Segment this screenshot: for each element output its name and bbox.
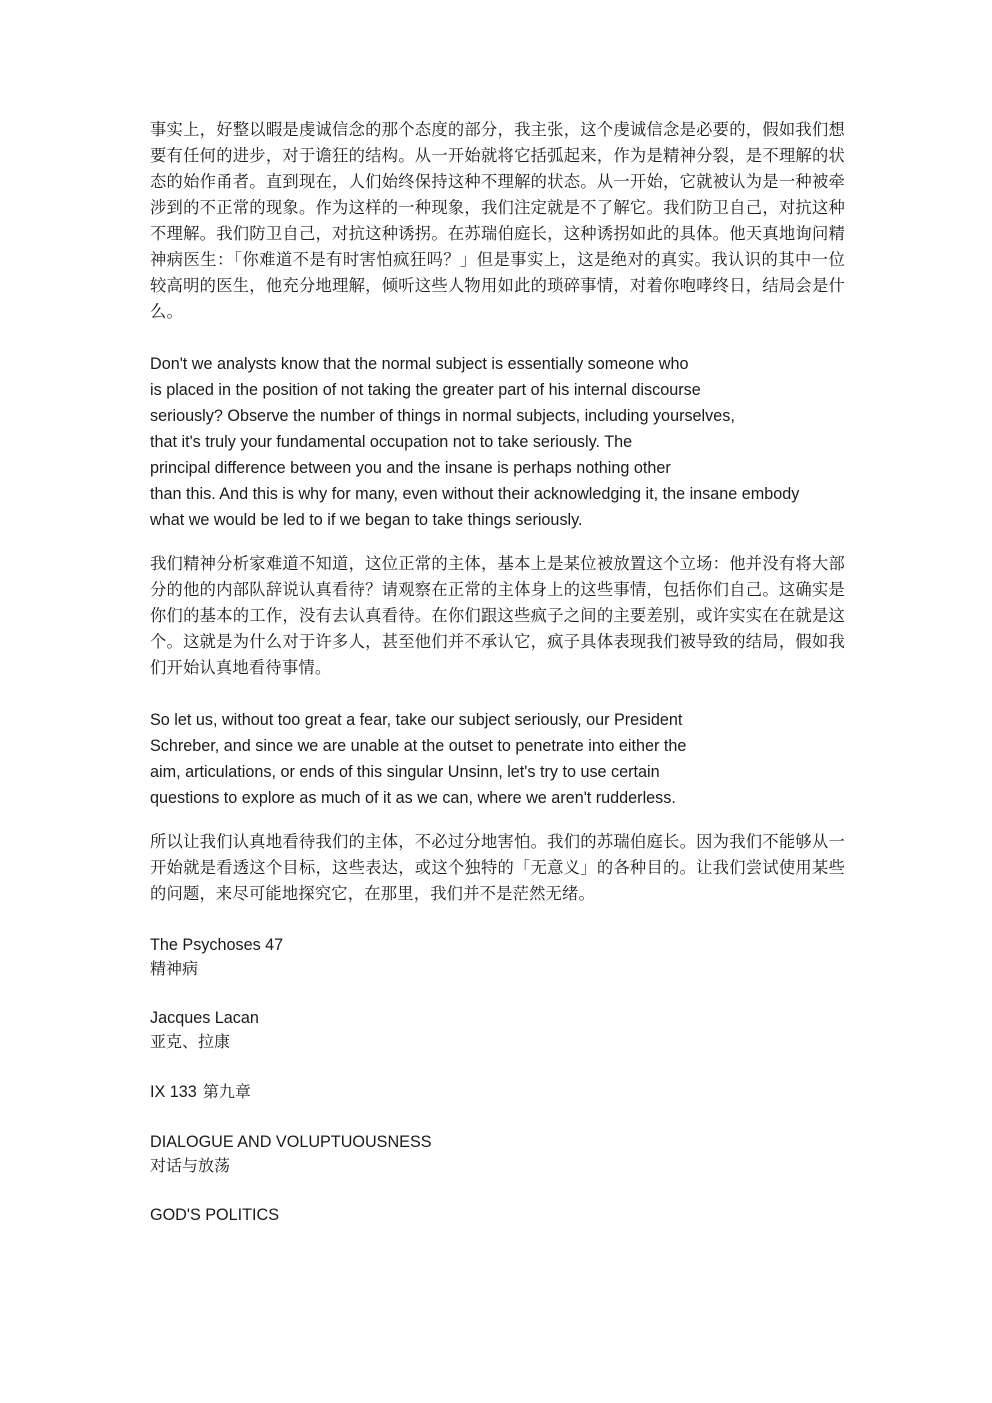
paragraph-en-2-line: Schreber, and since we are unable at the outset to penetrate into either the — [150, 737, 687, 755]
paragraph-en-1-line: seriously? Observe the number of things in normal subjects, including yourselves, — [150, 407, 735, 425]
chapter-title-zh: 对话与放荡 — [150, 1156, 231, 1175]
chapter-title-en: DIALOGUE AND VOLUPTUOUSNESS — [150, 1133, 432, 1151]
book-title-block — [150, 934, 845, 980]
chapter-block — [150, 1080, 845, 1104]
chapter-en: IX 133 — [150, 1083, 197, 1101]
book-title-zh: 精神病 — [150, 959, 199, 978]
paragraph-en-1-line: is placed in the position of not taking the greater part of his internal discourse — [150, 381, 701, 399]
paragraph-en-2-line: aim, articulations, or ends of this singular Unsinn, let's try to use certain — [150, 763, 660, 781]
chapter-zh: 第九章 — [202, 1082, 251, 1101]
book-title-en: The Psychoses 47 — [150, 936, 284, 954]
chapter-title-block — [150, 1131, 845, 1177]
author-en: Jacques Lacan — [150, 1009, 259, 1027]
document-page — [150, 117, 845, 1227]
paragraph-en-2-line: So let us, without too great a fear, take our subject seriously, our President — [150, 711, 683, 729]
paragraph-zh-3: 所以让我们认真地看待我们的主体，不必过分地害怕。我们的苏瑞伯庭长。因为我们不能够从一开始就是看透这个目标，这些表达，或这个独特的「无意义」的各种目的。让我们尝试使用某些的问题，来尽可能地探究它，在那里，我们并不是茫然无绪。 — [150, 832, 845, 903]
author-zh: 亚克、拉康 — [150, 1032, 231, 1051]
paragraph-en-1-line: that it's truly your fundamental occupation not to take seriously. The — [150, 433, 633, 451]
section-title-en: GOD'S POLITICS — [150, 1206, 280, 1224]
paragraph-en-1-line: principal difference between you and the insane is perhaps nothing other — [150, 459, 671, 477]
paragraph-en-1 — [150, 351, 845, 533]
paragraph-en-2 — [150, 707, 845, 811]
paragraph-zh-1: 事实上，好整以暇是虔诚信念的那个态度的部分，我主张，这个虔诚信念是必要的，假如我们想要有任何的进步，对于谵狂的结构。从一开始就将它括弧起来，作为是精神分裂，是不理解的状态的始作甬者。直到现在，人们始终保持这种不理解的状态。从一开始，它就被认为是一种被牵涉到的不正常的现象。作为这样的一种现象，我们注定就是不了解它。我们防卫自己，对抗这种不理解。我们防卫自己，对抗这种诱拐。在苏瑞伯庭长，这种诱拐如此的具体。他天真地询问精神病医生：「你难道不是有时害怕疯狂吗？」但是事实上，这是绝对的真实。我认识的其中一位较高明的医生，他充分地理解，倾听这些人物用如此的琐碎事情，对着你咆哮终日，结局会是什么。 — [150, 120, 845, 321]
paragraph-zh-2: 我们精神分析家难道不知道，这位正常的主体，基本上是某位被放置这个立场：他并没有将大部分的他的内部队辞说认真看待？请观察在正常的主体身上的这些事情，包括你们自己。这确实是你们的基本的工作，没有去认真看待。在你们跟这些疯子之间的主要差别，或许实实在在就是这个。这就是为什么对于许多人，甚至他们并不承认它，疯子具体表现我们被导致的结局，假如我们开始认真地看待事情。 — [150, 554, 845, 677]
paragraph-en-1-line: than this. And this is why for many, even without their acknowledging it, the insane embody — [150, 485, 800, 503]
author-block — [150, 1007, 845, 1053]
paragraph-en-1-line: what we would be led to if we began to take things seriously. — [150, 511, 583, 529]
paragraph-en-1-line: Don't we analysts know that the normal subject is essentially someone who — [150, 355, 689, 373]
paragraph-en-2-line: questions to explore as much of it as we can, where we aren't rudderless. — [150, 789, 676, 807]
section-title-block — [150, 1204, 845, 1227]
